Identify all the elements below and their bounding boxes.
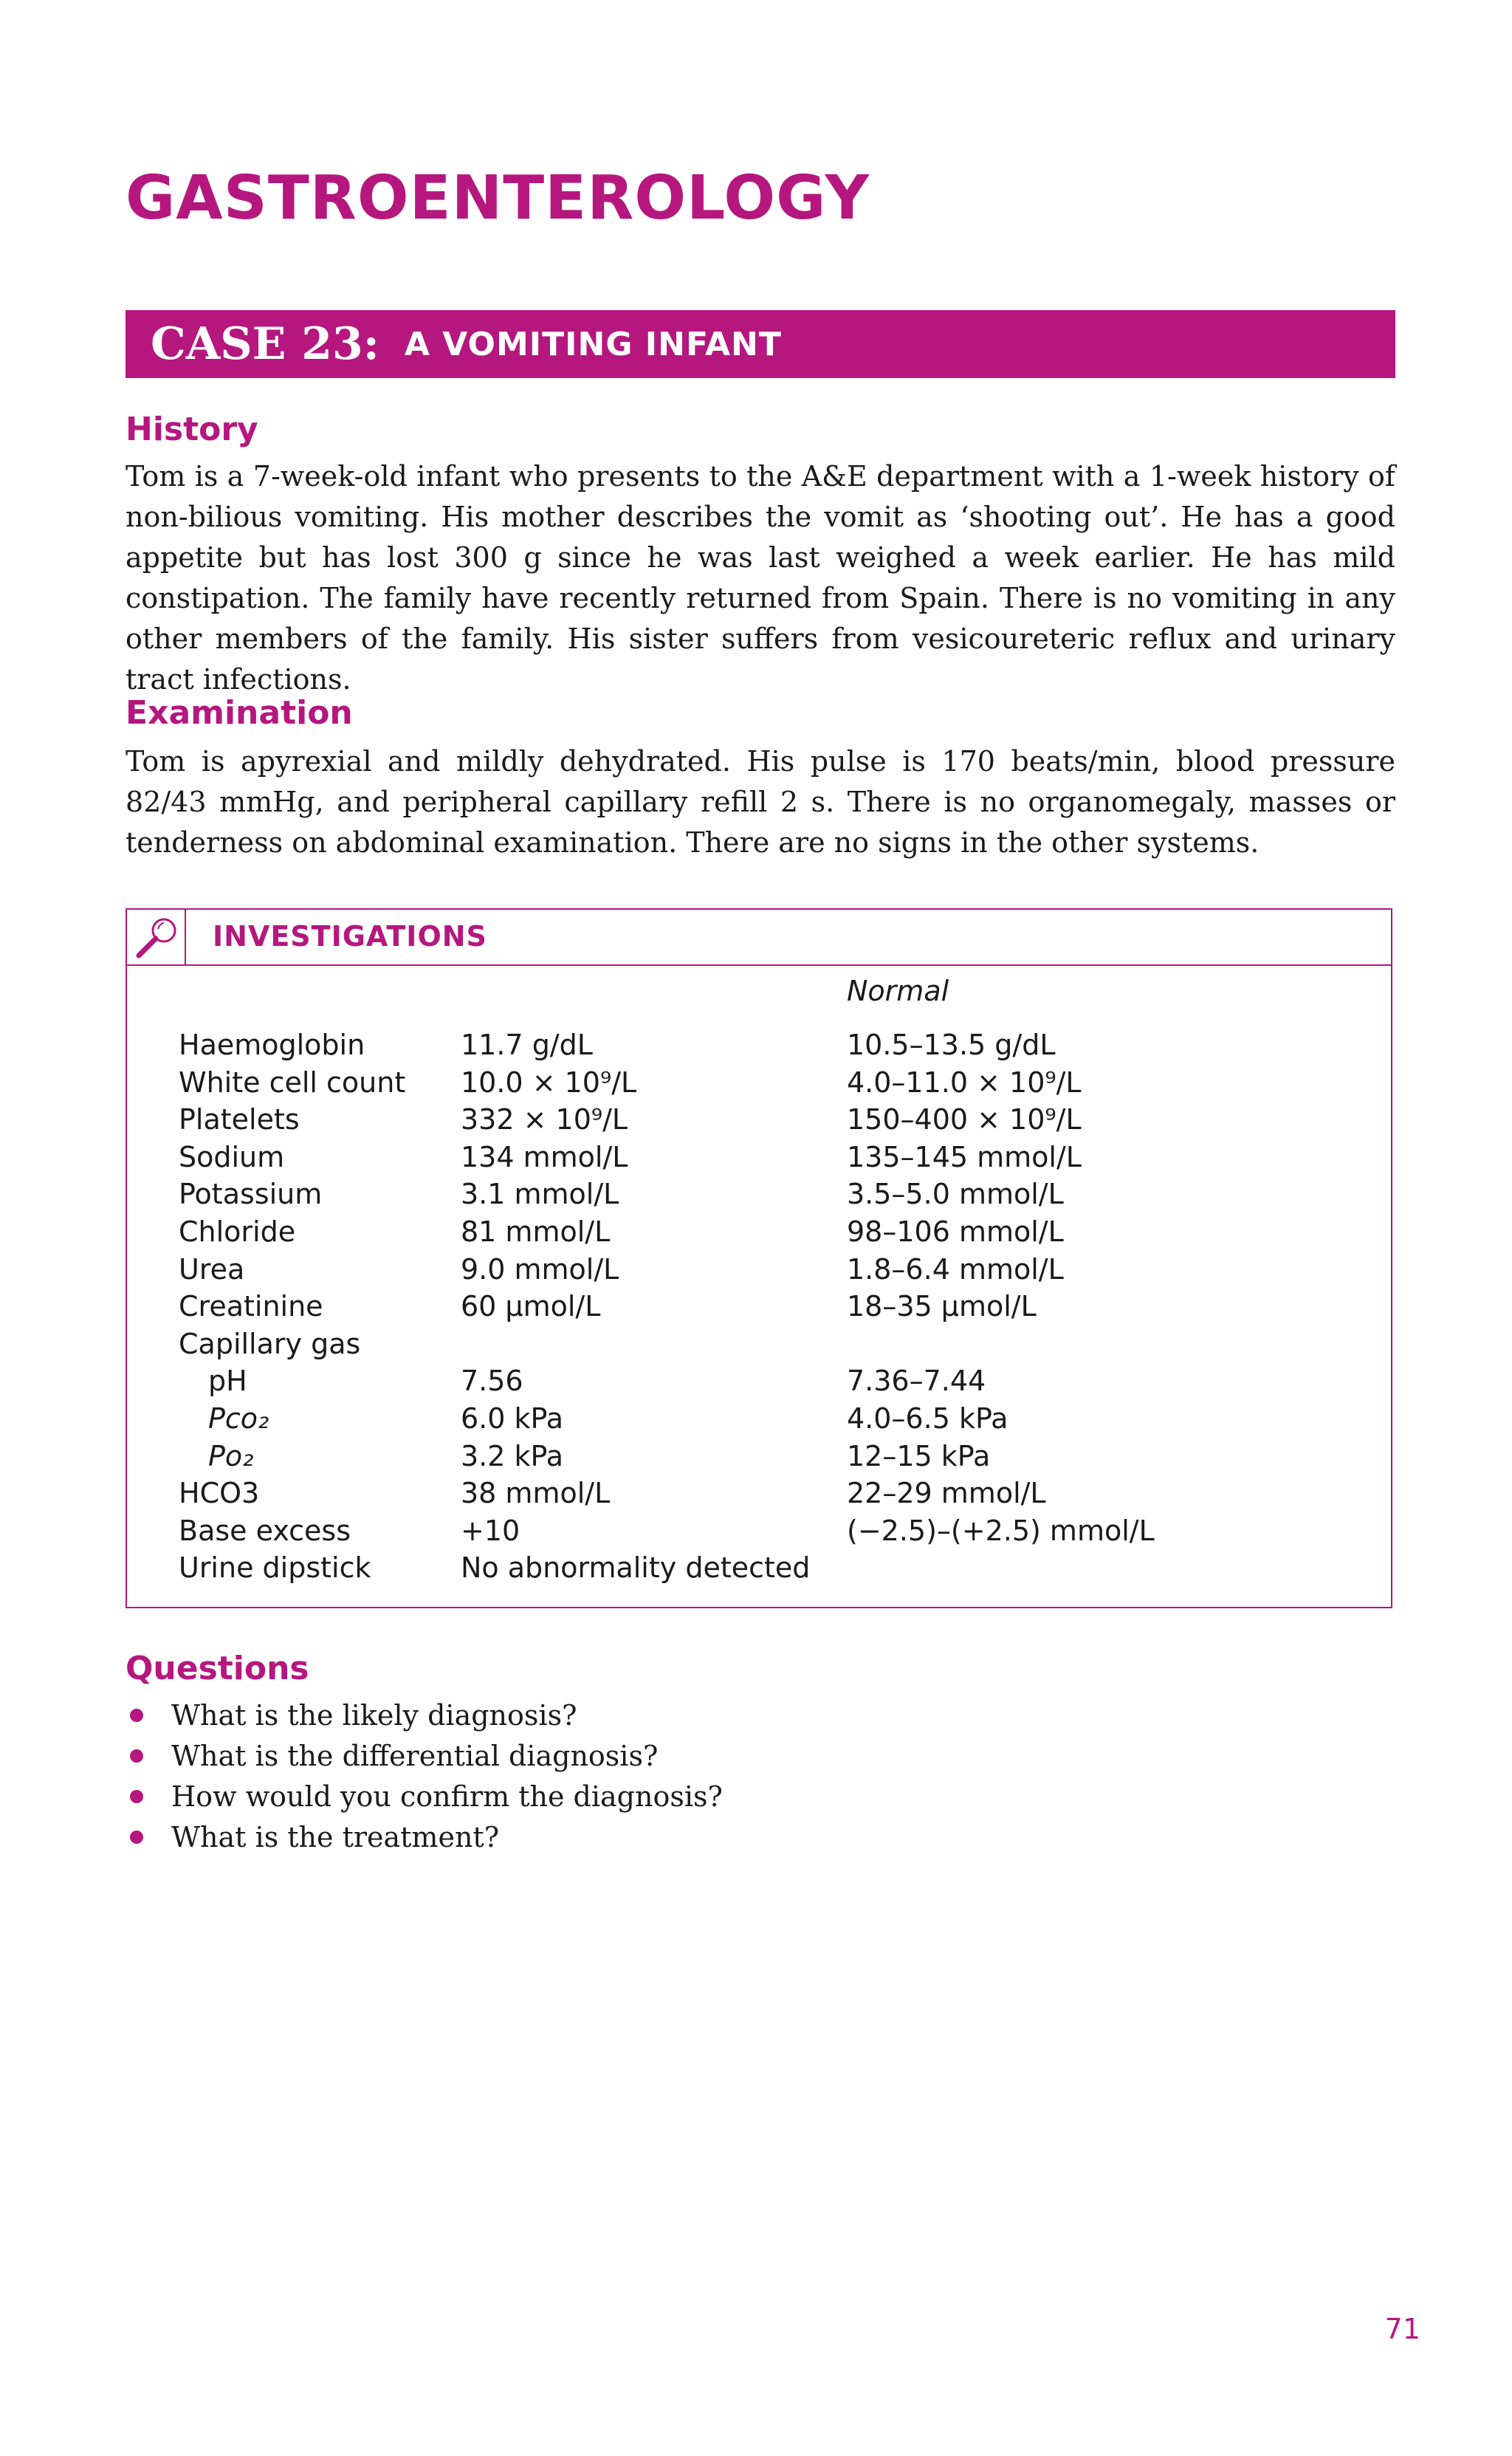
question-text: How would you confirm the diagnosis?: [171, 1780, 723, 1813]
test-name: Urea: [179, 1252, 245, 1286]
examination-text: Tom is apyrexial and mildly dehydrated. His pulse is 170 beats/min, blood pressure 82/43 mmHg, and peripheral capillary refill 2 s. There is no organomegaly, masses or tenderness on abdominal examination. There are no signs in the other systems.: [126, 745, 1395, 859]
test-value: 11.7 g/dL: [461, 1029, 593, 1061]
list-item: [126, 1695, 723, 1736]
table-row: [179, 1026, 1391, 1064]
history-text: Tom is a 7-week-old infant who presents to the A&E department with a 1-week history of non-bilious vomiting. His mother describes the vomit as ‘shooting out’. He has a good appetite but has lost 300 g since he was last weighed a week earlier. He has mild constipation. The family have recently returned from Spain. There is no vomiting in any other members of the family. His sister suffers from vesicoureteric reflux and urinary tract infections.: [126, 460, 1395, 696]
test-value: 9.0 mmol/L: [461, 1252, 619, 1286]
test-value: 10.0 × 10⁹/L: [461, 1066, 637, 1099]
test-name: Potassium: [179, 1178, 323, 1211]
bullet-icon: [130, 1749, 143, 1763]
test-value: 60 μmol/L: [461, 1290, 601, 1323]
questions-list: [126, 1695, 723, 1858]
bullet-icon: [130, 1790, 143, 1803]
test-name: Po₂: [208, 1439, 254, 1472]
test-normal-range: 98–106 mmol/L: [847, 1215, 1064, 1248]
test-value: 3.1 mmol/L: [461, 1178, 619, 1211]
case-number: CASE 23:: [151, 318, 379, 370]
bullet-icon: [130, 1831, 143, 1844]
test-normal-range: 22–29 mmol/L: [847, 1477, 1046, 1510]
table-row: [179, 1176, 1391, 1213]
bullet-icon: [130, 1709, 143, 1722]
question-text: What is the likely diagnosis?: [171, 1699, 577, 1732]
page-number: 71: [1384, 2313, 1420, 2345]
case-title: A VOMITING INFANT: [404, 325, 782, 363]
test-group-name: Capillary gas: [179, 1327, 361, 1360]
test-normal-range: 4.0–6.5 kPa: [847, 1402, 1008, 1435]
magnifying-glass-icon: [133, 914, 180, 960]
test-normal-range: 3.5–5.0 mmol/L: [847, 1178, 1064, 1211]
test-name: Haemoglobin: [179, 1029, 365, 1061]
test-name: Base excess: [179, 1514, 351, 1547]
table-row: [179, 1288, 1391, 1325]
test-normal-range: 12–15 kPa: [847, 1439, 991, 1472]
test-normal-range: 7.36–7.44: [847, 1365, 986, 1398]
normal-column-header: Normal: [847, 975, 949, 1007]
questions-heading: Questions: [126, 1650, 309, 1687]
test-normal-range: 1.8–6.4 mmol/L: [847, 1252, 1064, 1286]
examination-heading: Examination: [126, 694, 353, 732]
test-name: Pco₂: [208, 1402, 269, 1435]
test-name: Chloride: [179, 1215, 296, 1248]
table-row: [179, 1139, 1391, 1176]
case-banner: [126, 310, 1395, 378]
test-value: +10: [461, 1514, 520, 1547]
table-row: [179, 1101, 1391, 1139]
test-value: 81 mmol/L: [461, 1215, 611, 1248]
list-item: [126, 1817, 723, 1858]
table-row: [179, 1213, 1391, 1251]
table-row: [179, 1475, 1391, 1512]
test-value: 134 mmol/L: [461, 1140, 628, 1173]
test-normal-range: 4.0–11.0 × 10⁹/L: [847, 1066, 1082, 1099]
test-name: Platelets: [179, 1103, 300, 1136]
test-name: Sodium: [179, 1140, 285, 1173]
test-value: No abnormality detected: [461, 1551, 811, 1585]
investigations-table: [179, 1026, 1391, 1587]
table-row: [179, 1064, 1391, 1102]
test-normal-range: (−2.5)–(+2.5) mmol/L: [847, 1514, 1155, 1547]
table-row: [179, 1325, 1391, 1363]
investigations-icon-cell: [127, 910, 186, 964]
test-name: pH: [208, 1365, 247, 1398]
test-normal-range: 150–400 × 10⁹/L: [847, 1103, 1082, 1136]
list-item: [126, 1777, 723, 1817]
table-row: [179, 1438, 1391, 1475]
test-value: 38 mmol/L: [461, 1477, 611, 1510]
test-name: Creatinine: [179, 1290, 323, 1323]
test-value: 7.56: [461, 1365, 523, 1398]
table-row: [179, 1362, 1391, 1400]
table-row: [179, 1512, 1391, 1550]
test-normal-range: 18–35 μmol/L: [847, 1290, 1037, 1323]
list-item: [126, 1736, 723, 1777]
investigations-title: INVESTIGATIONS: [213, 920, 487, 953]
test-normal-range: 135–145 mmol/L: [847, 1140, 1082, 1173]
question-text: What is the treatment?: [171, 1821, 500, 1853]
question-text: What is the differential diagnosis?: [171, 1740, 659, 1772]
test-value: 3.2 kPa: [461, 1439, 564, 1472]
test-name: White cell count: [179, 1066, 406, 1099]
test-name: HCO3: [179, 1477, 260, 1510]
chapter-title: GASTROENTEROLOGY: [126, 163, 870, 233]
table-row: [179, 1549, 1391, 1587]
test-normal-range: 10.5–13.5 g/dL: [847, 1029, 1056, 1061]
test-name: Urine dipstick: [179, 1551, 371, 1585]
table-row: [179, 1400, 1391, 1438]
test-value: 332 × 10⁹/L: [461, 1103, 628, 1136]
investigations-header: [127, 910, 1391, 966]
investigations-box: [126, 908, 1392, 1608]
test-value: 6.0 kPa: [461, 1402, 564, 1435]
history-heading: History: [126, 411, 258, 448]
table-row: [179, 1251, 1391, 1289]
